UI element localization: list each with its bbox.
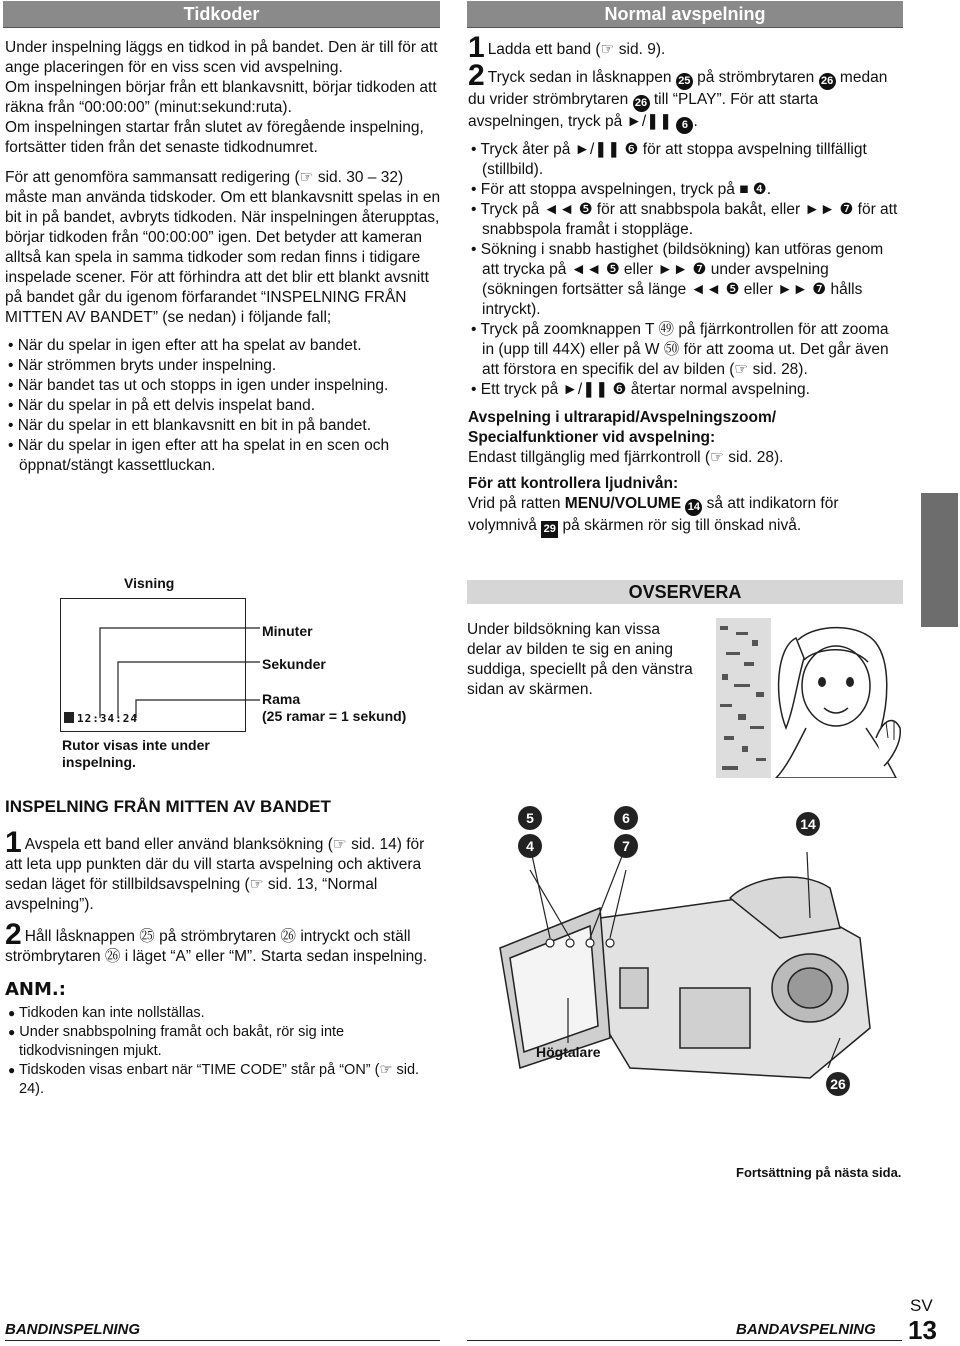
page-number: 13 (908, 1315, 937, 1345)
callout-number: 14 (685, 499, 702, 516)
footer-rule-left (5, 1340, 440, 1341)
callout-14: 14 (796, 812, 820, 836)
list-item: • Ett tryck på ►/❚❚ ❻ återtar normal avspelning. (471, 381, 810, 398)
label-frame: Rama (262, 691, 301, 707)
side-tab (921, 493, 958, 627)
list-item: • Tryck på zoomknappen T ㊾ på fjärrkontrollen för att zooma in (upp till 44X) eller på W ㊿ för att zooma ut. Det går även att förstora en specifik del av bilden (☞ sid. 28). (471, 321, 889, 378)
continued-note: Fortsättning på nästa sida. (736, 1165, 902, 1180)
subheading: För att kontrollera ljudnivån: (468, 475, 679, 492)
inspelning-body (5, 826, 441, 1099)
normal-avspelning-body: 1 Ladda ett band (☞ sid. 9). 2 Tryck sedan in låsknappen 25 på strömbrytaren 26 medan du vrider strömbrytaren 26 till “PLAY”. För att starta avspelningen, tryck på ►/❚❚ 6 . • Tryck åter på ►/❚❚ ❻ för att stoppa avspelning tillfälligt (stillbild). • För att stoppa avspelningen, tryck på ■ ❹. • Tryck på ◄◄ ❺ för att snabbspola bakåt, eller ►► ❼ för att snabbspola framåt i stoppläge. • Sökning i snabb hastighet (bildsökning) kan utföras genom att trycka på ◄◄ ❺ eller ►► ❼ under avspelning (sökningen fortsätter så länge ◄◄ ❺ eller ►► ❼ hålls intryckt). • Tryck på zoomknappen T ㊾ på fjärrkontrollen för att zooma in (upp till 44X) eller på W ㊿ för att zooma ut. Det går även att förstora en specifik del av bilden (☞ sid. 28). • Ett tryck på ►/❚❚ ❻ återtar normal avspelning. Avspelning i ultrarapid/Avspelningszoom/ Specialfunktioner vid avspelning: Endast tillgänglig med fjärrkontroll (☞ sid. 28). För att kontrollera ljudnivån: Vrid på ratten MENU/VOLUME 14 så att indikatorn för volymnivå 29 på skärmen rör sig till önskad nivå. (468, 38, 904, 538)
paragraph: För att genomföra sammansatt redigering (☞ sid. 30 – 32) måste man använda tidskoder. Om ett blankavsnitt spelas in en bit in på bandet, avbryts tidkoden. När inspelningen återupptas, börjar tidkoden från “00:00:00” igen. Det betyder att kameran alltså kan spela in samma tidkoder som redan finns i tidigare inspelade scener. För att förhindra att det blir ett blankt avsnitt på bandet går du igenom förfarandet “INSPELNING FRÅN MITTEN AV BANDET” (se nedan) i följande fall; (5, 169, 441, 326)
list-item: • För att stoppa avspelningen, tryck på ■ ❹. (471, 181, 772, 198)
section-header-normal-avspelning: Normal avspelning (467, 1, 903, 28)
step-number: 1 (468, 31, 485, 64)
list-item: • När du spelar in ett blankavsnitt en bit in på bandet. (8, 417, 372, 434)
callout-number: 29 (541, 521, 558, 538)
paragraph: Om inspelningen startar från slutet av föregående inspelning, fortsätter tiden från det senaste tidkodnumret. (5, 119, 424, 156)
list-item: • Tryck åter på ►/❚❚ ❻ för att stoppa avspelning tillfälligt (stillbild). (471, 141, 867, 178)
step-text: Ladda ett band (☞ sid. 9). (487, 41, 666, 58)
step-text: Håll låsknappen ㉕ på strömbrytaren ㉖ intryckt och ställ strömbrytaren ㉖ i läget “A” eller “M”. Starta sedan inspelning. (5, 928, 428, 965)
subheading: Avspelning i ultrarapid/Avspelningszoom/ Specialfunktioner vid avspelning: (468, 409, 777, 446)
paragraph-text: Vrid på ratten (468, 495, 561, 512)
callout-7: 7 (614, 834, 638, 858)
note-item: ● Tidskoden visas enbart när “TIME CODE” står på “ON” (☞ sid. 24). (8, 1062, 420, 1097)
step-number: 1 (5, 826, 22, 859)
section-header-tidkoder: Tidkoder (3, 1, 440, 28)
note-item: ● Tidkoden kan inte nollställas. (8, 1005, 205, 1021)
diagram-caption: Rutor visas inte under inspelning. (62, 737, 210, 770)
note-item-text: Tidskoden visas enbart när “TIME CODE” står på “ON” (☞ sid. 24). (19, 1062, 420, 1097)
callout-6: 6 (614, 806, 638, 830)
language-code: SV (910, 1296, 933, 1315)
step-number: 2 (5, 918, 22, 951)
blurred-picture-illustration (716, 618, 904, 778)
footer-rule-right (467, 1340, 902, 1341)
step-text: medan du vrider strömbrytaren (468, 69, 888, 108)
diagram-title: Visning (124, 575, 175, 591)
step-text: på strömbrytaren (697, 69, 815, 86)
label-minutes: Minuter (262, 623, 313, 639)
camcorder-drawing (480, 798, 900, 1108)
footer-right-section: BANDAVSPELNING (736, 1321, 876, 1338)
anm-title: ANM.: (5, 979, 66, 1000)
label-seconds: Sekunder (262, 656, 326, 672)
timecode-value: 12:34:24 (77, 712, 138, 725)
list-item: • När du spelar in på ett delvis inspelat band. (8, 397, 315, 414)
step-text: till “PLAY”. För att starta avspelningen, tryck på ►/❚❚ (468, 91, 819, 130)
step-text: Tryck sedan in låsknappen (487, 69, 672, 86)
menu-volume-label: MENU/VOLUME (564, 495, 682, 512)
list-item: • Tryck på ◄◄ ❺ för att snabbspola bakåt, eller ►► ❼ för att snabbspola framåt i stoppläge. (471, 201, 898, 238)
step-text: Avspela ett band eller använd blanksökning (☞ sid. 14) för att leta upp punkten där du vill starta avspelning och aktivera sedan läget för stillbildsavspelning (☞ sid. 13, “Normal avspelning”). (5, 836, 425, 913)
note-item-text: Tidkoden kan inte nollställas. (19, 1005, 205, 1021)
note-item-text: Under snabbspolning framåt och bakåt, rör sig inte tidkodvisningen mjukt. (19, 1024, 345, 1059)
list-item: • När strömmen bryts under inspelning. (8, 357, 277, 374)
paragraph: Endast tillgänglig med fjärrkontroll (☞ sid. 28). (468, 449, 784, 466)
step-number: 2 (468, 59, 485, 92)
list-item: • När du spelar in igen efter att ha spelat in en scen och öppnat/stängt kassettluckan. (8, 437, 390, 474)
paragraph: Under inspelning läggs en tidkod in på bandet. Den är till för att ange placeringen för en viss scen vid avspelning. (5, 39, 438, 76)
tidkoder-body (5, 38, 441, 476)
footer-left-section: BANDINSPELNING (5, 1321, 141, 1338)
timecode-leader-lines (60, 600, 260, 730)
paragraph-text: på skärmen rör sig till önskad nivå. (562, 517, 802, 534)
note-header: OVSERVERA (467, 580, 903, 604)
speaker-label: Högtalare (536, 1044, 601, 1060)
callout-5: 5 (518, 806, 542, 830)
callout-number: 25 (676, 73, 693, 90)
list-item: • När bandet tas ut och stopps in igen under inspelning. (8, 377, 389, 394)
list-item: • När du spelar in igen efter att ha spelat av bandet. (8, 337, 362, 354)
callout-26: 26 (826, 1072, 850, 1096)
list-item: • Sökning i snabb hastighet (bildsökning) kan utföras genom att trycka på ◄◄ ❺ eller ►► ❼ under avspelning (sökningen fortsätter så länge ◄◄ ❺ eller ►► ❼ hålls intryckt). (471, 241, 884, 318)
label-frame-note: (25 ramar = 1 sekund) (262, 708, 407, 724)
paragraph-text: så att indikatorn för volymnivå (468, 495, 839, 534)
section-heading-inspelning: INSPELNING FRÅN MITTEN AV BANDET (5, 797, 331, 816)
callout-number: 6 (676, 117, 693, 134)
note-item: ● Under snabbspolning framåt och bakåt, rör sig inte tidkodvisningen mjukt. (8, 1024, 345, 1059)
camcorder-illustration (480, 798, 900, 1108)
paragraph: Om inspelningen börjar från ett blankavsnitt, börjar tidkoden att räkna från “00:00:00” (minut:sekund:ruta). (5, 79, 437, 116)
note-text: Under bildsökning kan vissa delar av bilden te sig en aning suddiga, speciellt på den vänstra sidan av skärmen. (467, 621, 693, 698)
callout-number: 26 (633, 95, 650, 112)
callout-4: 4 (518, 834, 542, 858)
callout-number: 26 (819, 73, 836, 90)
woman-illustration (716, 618, 904, 778)
